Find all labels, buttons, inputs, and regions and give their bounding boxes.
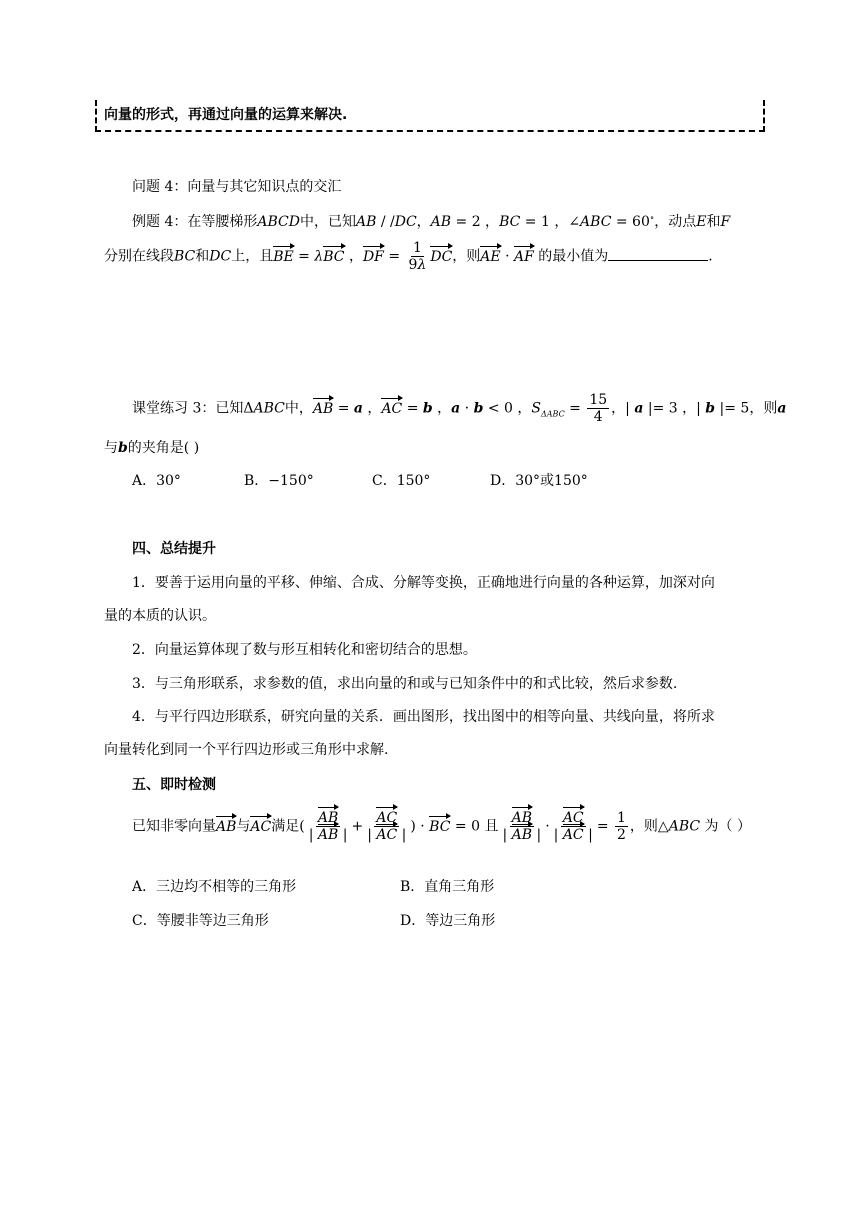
section4-title: 四、总结提升	[132, 541, 216, 557]
practice3-option-b: B．−150°	[244, 473, 314, 489]
example4-line1: 例题 4：在等腰梯形ABCD中，已知AB / /DC，AB = 2 ，BC = 1 ，∠ABC = 60∘，动点E和F	[132, 213, 731, 230]
s5-end: 为（ ）	[704, 818, 751, 835]
ex4-line2-c: 上，且	[231, 248, 274, 265]
box-text: 向量的形式，再通过向量的运算来解决.	[104, 107, 348, 123]
section5-option-c: C．等腰非等边三角形	[132, 913, 269, 929]
s5-satisfy: 满足	[271, 818, 300, 835]
ex4-line2-a: 分别在线段	[104, 248, 174, 265]
practice3-p1: 中，	[284, 400, 313, 417]
practice3-line1: 课堂练习 3：已知ΔABC中，AB = a ，AC = b ，a · b < 0 ，$S_{\Delta ABC}$ = $\frac{15}{4}$ ，| a |= 3 ，| b |= 5，则a	[132, 392, 787, 426]
section4-item4-line1: 4．与平行四边形联系，研究向量的关系．画出图形，找出图中的相等向量、共线向量，将所求	[132, 709, 715, 725]
section4-item1-line1: 1．要善于运用向量的平移、伸缩、合成、分解等变换，正确地进行向量的各种运算，加深对向	[132, 575, 715, 591]
ex4-line2-b: 和	[195, 248, 210, 265]
ex4-line2-end: .	[708, 248, 713, 265]
ex4-p3: 和	[706, 214, 721, 230]
s5-and: 与	[236, 818, 251, 835]
ex4-p2: ，动点	[654, 214, 697, 230]
section5-option-b: B．直角三角形	[400, 879, 495, 895]
ex4-label: 例题 4：在等腰梯形	[132, 214, 258, 230]
section4-item2: 2．向量运算体现了数与形互相转化和密切结合的思想。	[132, 642, 477, 658]
s5-cond: 且	[484, 818, 499, 835]
example4-line2: 分别在线段BC和DC上，且BE = λBC ，DF = $\frac{1}{9\lambda}$ DC，则AE · AF 的最小值为 .	[104, 240, 713, 274]
ex4-line2-d: ，则	[452, 248, 481, 265]
practice3-line2-pre: 与	[104, 440, 118, 456]
question4-title: 问题 4：向量与其它知识点的交汇	[132, 179, 342, 195]
ex4-p1: 中，已知	[299, 214, 356, 230]
s5-pre: 已知非零向量	[132, 818, 216, 835]
practice3-line2: 与b的夹角是( )	[104, 440, 200, 456]
practice3-label: 课堂练习 3：已知	[132, 400, 244, 417]
ex4-line2-e: 的最小值为	[538, 248, 609, 265]
section4-item1-line2: 量的本质的认识。	[104, 608, 216, 624]
practice3-option-a: A．30°	[132, 473, 181, 489]
practice3-then: ，则	[749, 400, 778, 417]
section5-option-d: D．等边三角形	[400, 913, 496, 929]
section4-item4-line2: 向量转化到同一个平行四边形或三角形中求解.	[104, 742, 389, 758]
s5-then: ，则△	[629, 818, 669, 835]
section5-title: 五、即时检测	[132, 777, 216, 793]
practice3-line2-text: 的夹角是( )	[127, 440, 200, 456]
answer-blank[interactable]	[608, 246, 708, 261]
practice3-option-c: C．150°	[372, 473, 431, 489]
section5-option-a: A．三边均不相等的三角形	[132, 879, 297, 895]
practice3-option-d: D．30°或150°	[490, 473, 588, 489]
section4-item3: 3．与三角形联系，求参数的值，求出向量的和或与已知条件中的和式比较，然后求参数.	[132, 676, 678, 692]
section5-question: 已知非零向量AB与AC满足( $\frac{AB}{| AB |}$ + $\frac{AC}{| AC |}$ ) · BC = 0 且 $\frac{AB}{| AB |}$ · $\frac{AC}{| AC |}$ = $\frac{1}{2}$ ，则△ABC 为（ ）	[132, 810, 751, 844]
